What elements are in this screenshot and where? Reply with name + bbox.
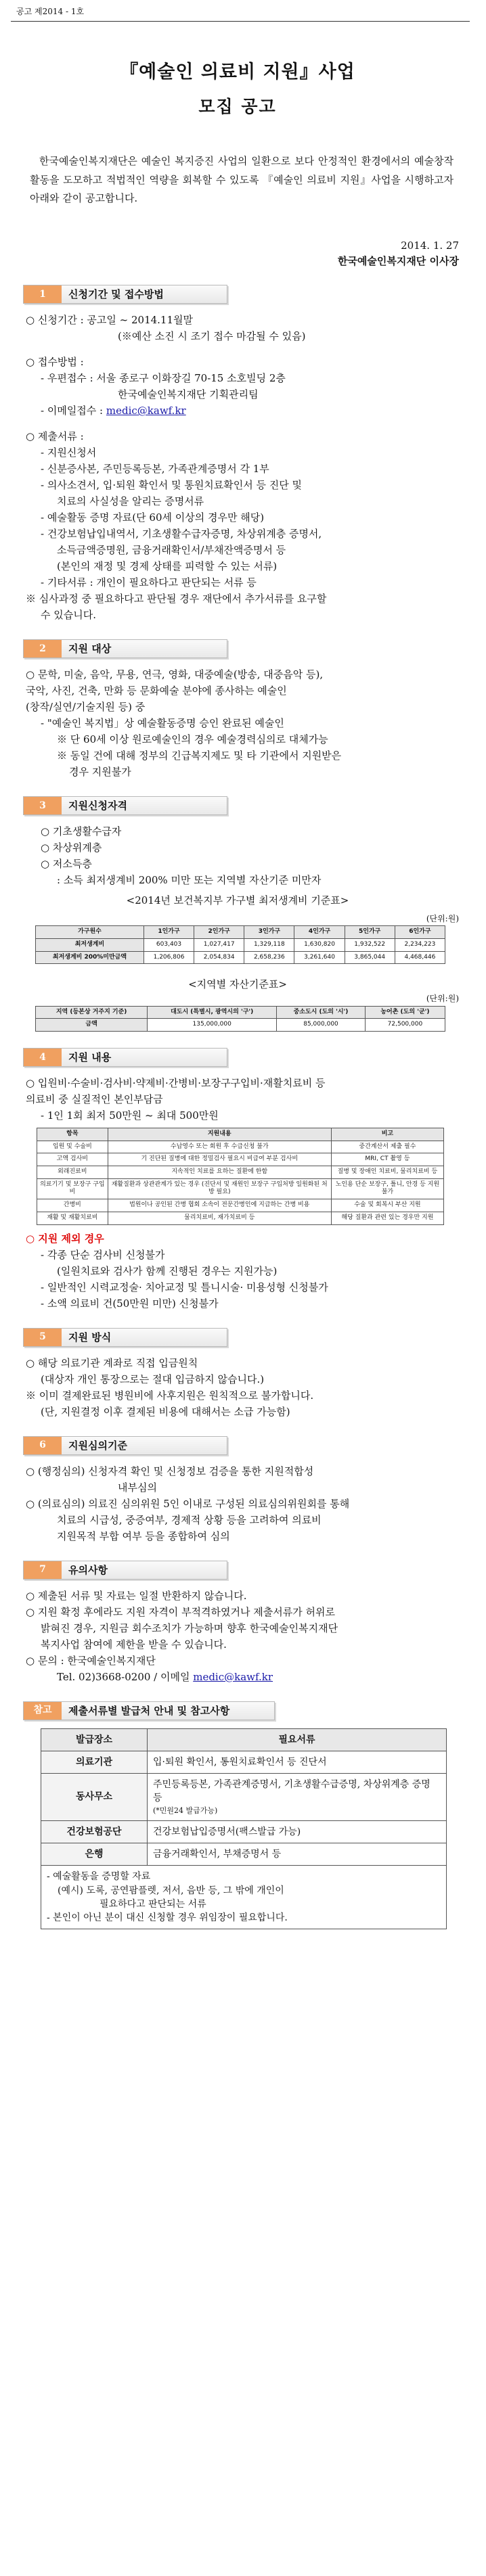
section-header-4: [23, 1048, 227, 1067]
organization-name: 한국예술인복지재단 이사장: [337, 254, 459, 267]
support-items-table: [37, 1128, 444, 1225]
doc-item: - 예술활동 증명 자료(단 60세 이상의 경우만 해당): [41, 511, 265, 524]
income-table-header: [36, 926, 445, 939]
support-item: 고액 검사비: [37, 1153, 108, 1166]
section-title: 신청기간 및 접수방법: [68, 288, 164, 301]
eligibility-note: ※ 동일 건에 대해 정부의 긴급복지제도 및 타 기관에서 지원받은: [57, 750, 342, 762]
section-title: 지원심의기준: [68, 1439, 127, 1452]
page-title: 『예술인 의료비 지원』사업: [120, 62, 355, 83]
doc-item: - 의사소견서, 입·퇴원 확인서 및 통원치료확인서 등 진단 및: [41, 479, 303, 492]
support-table-header: [37, 1128, 444, 1141]
issuer-name: 은행: [41, 1843, 148, 1865]
doc-note: ※ 심사과정 중 필요하다고 판단될 경우 재단에서 추가서류를 요구할: [26, 593, 327, 605]
support-item: 의료기기 및 보장구 구입비: [37, 1178, 108, 1199]
application-period: ○ 신청기간 : 공고일 ~ 2014.11월말: [26, 314, 193, 327]
email-label: - 이메일접수 :: [41, 405, 106, 417]
section-header-7: [23, 1561, 227, 1580]
section-number: 6: [24, 1437, 62, 1454]
income-cell: 1,630,820: [294, 939, 345, 952]
income-cell: 1,027,417: [194, 939, 244, 952]
income-table-unit: (단위:원): [426, 914, 459, 924]
section-title: 제출서류별 발급처 안내 및 참고사항: [68, 1704, 230, 1717]
income-cell: 1,206,806: [143, 951, 194, 964]
issuer-documents: 입·퇴원 확인서, 통원치료확인서 등 진단서: [148, 1751, 447, 1773]
issuer-name: 건강보험공단: [41, 1820, 148, 1843]
asset-header-cell: 중소도시 (도의 '시'): [277, 1006, 366, 1019]
eligibility-line: (창작/실연/기술지원 등) 중: [26, 701, 146, 714]
support-remark: 중간계산서 제출 필수: [331, 1141, 443, 1153]
support-header-cell: 지원내용: [108, 1128, 331, 1141]
income-header-cell: 가구원수: [36, 926, 144, 939]
issuer-documents: 건강보험납입증명서(팩스발급 가능): [148, 1820, 447, 1843]
support-detail: 물리치료비, 재가치료비 등: [108, 1212, 331, 1224]
payment-note-cont: (단, 지원결정 이후 결제된 비용에 대해서는 소급 가능함): [41, 1405, 290, 1418]
income-table-body: [36, 939, 445, 964]
support-remark: 질병 및 장애인 치료비, 물리치료비 등: [331, 1166, 443, 1179]
support-detail: 기 진단된 질병에 대한 정밀검사 필요시 비급여 부분 검사비: [108, 1153, 331, 1166]
section-title: 유의사항: [68, 1563, 108, 1576]
review-line-cont: 내부심의: [118, 1481, 157, 1494]
income-header-cell: 3인가구: [244, 926, 294, 939]
email-link[interactable]: medic@kawf.kr: [106, 405, 186, 417]
period-note: (※예산 소진 시 조기 접수 마감될 수 있음): [118, 330, 306, 343]
note-line: 필요하다고 판단되는 서류: [100, 1898, 206, 1910]
contact-email-link[interactable]: medic@kawf.kr: [193, 1670, 273, 1683]
support-detail: 수납영수 또는 회원 후 수급신청 불가: [108, 1141, 331, 1153]
review-line: ○ (행정심의) 신청자격 확인 및 신청정보 검증을 통한 지원적합성: [26, 1465, 314, 1477]
issuer-note: (*민원24 발급가능): [153, 1806, 218, 1815]
income-cell: 3,865,044: [345, 951, 395, 964]
section-header-6: [23, 1436, 227, 1455]
doc-item-cont: (본인의 재정 및 경제 상태를 피력할 수 있는 서류): [57, 560, 278, 573]
notice-date: 2014. 1. 27: [401, 239, 459, 252]
note-line: (예시) 도록, 공연팜플렛, 저서, 음반 등, 그 밖에 개인이: [58, 1885, 284, 1896]
support-item: 간병비: [37, 1199, 108, 1212]
income-cell: 2,658,236: [244, 951, 294, 964]
issuer-notes: [41, 1866, 447, 1929]
section-header-5: [23, 1328, 227, 1347]
support-line: 의료비 중 실질적인 본인부담금: [26, 1093, 163, 1106]
asset-table-unit: (단위:원): [426, 994, 459, 1004]
doc-item: - 기타서류 : 개인이 필요하다고 판단되는 서류 등: [41, 576, 257, 589]
review-line-cont: 치료의 시급성, 중증여부, 경제적 상황 등을 고려하여 의료비: [57, 1513, 322, 1526]
issuer-row: [41, 1774, 447, 1821]
tel-label: Tel. 02)3668-0200 / 이메일: [57, 1670, 194, 1683]
page-subtitle: 모집 공고: [198, 96, 277, 116]
support-remark: MRI, CT 촬영 등: [331, 1153, 443, 1166]
income-table-row: [36, 951, 445, 964]
support-remark: 수술 및 회복시 부산 지원: [331, 1199, 443, 1212]
support-table-row: [37, 1199, 444, 1212]
section-number: 4: [24, 1049, 62, 1066]
doc-item-cont: 소득금액증명원, 금융거래확인서/부채잔액증명서 등: [57, 544, 286, 557]
income-cell: 4,468,446: [395, 951, 445, 964]
income-header-cell: 6인가구: [395, 926, 445, 939]
postal-recipient: 한국예술인복지재단 기획관리팀: [118, 388, 259, 401]
eligibility-line: - "예술인 복지법」상 예술활동증명 승인 완료된 예술인: [41, 717, 284, 730]
notice-line-cont: 복지사업 참여에 제한을 받을 수 있습니다.: [41, 1638, 227, 1651]
exclusion-item-cont: (일원치료와 검사가 함께 진행된 경우는 지원가능): [57, 1264, 278, 1277]
section-header-2: [23, 639, 227, 658]
eligibility-note-cont: 경우 지원불가: [69, 766, 131, 779]
note-line: - 예술활동을 증명할 자료: [47, 1871, 151, 1883]
section-3-body: [16, 823, 459, 1032]
doc-item: - 신분증사본, 주민등록등본, 가족관계증명서 각 1부: [41, 463, 269, 476]
support-line: ○ 입원비·수술비·검사비·약제비·간병비·보장구구입비·재활치료비 등: [26, 1077, 326, 1090]
issuer-table: [41, 1728, 447, 1930]
income-table-row: [36, 939, 445, 952]
section-title: 지원 대상: [68, 643, 112, 656]
support-table-row: [37, 1212, 444, 1224]
section-number: 참고: [24, 1702, 62, 1720]
support-item: 재활 및 재활치료비: [37, 1212, 108, 1224]
issuer-name: 의료기관: [41, 1751, 148, 1773]
notice-number: 공고 제2014 - 1호: [16, 7, 85, 16]
income-cell: 2,234,223: [395, 939, 445, 952]
section-title: 지원 방식: [68, 1331, 112, 1343]
exclusion-title: ○ 지원 제외 경우: [26, 1232, 104, 1245]
support-amount: - 1인 1회 최저 50만원 ~ 최대 500만원: [41, 1109, 219, 1122]
income-table: [35, 925, 445, 964]
notice-line: ○ 제출된 서류 및 자료는 일절 반환하지 않습니다.: [26, 1589, 247, 1602]
support-item: 외래진료비: [37, 1166, 108, 1179]
qualification-item: ○ 차상위계층: [41, 842, 102, 854]
issuer-table-header: [41, 1728, 447, 1751]
income-header-cell: 5인가구: [345, 926, 395, 939]
issuer-row: [41, 1843, 447, 1865]
asset-cell: 금액: [36, 1019, 148, 1032]
qualification-detail: : 소득 최저생계비 200% 미만 또는 지역별 자산기준 미만자: [57, 874, 322, 887]
asset-header-cell: 농어촌 (도의 '군'): [365, 1006, 445, 1019]
header-divider: [11, 21, 470, 22]
doc-item: - 건강보험납입내역서, 기초생활수급자증명, 차상위계층 증명서,: [41, 528, 322, 540]
section-header-3: [23, 796, 227, 815]
support-table-row: [37, 1178, 444, 1199]
reference-body: [16, 1728, 459, 1930]
support-table-body: [37, 1141, 444, 1224]
income-cell: 2,054,834: [194, 951, 244, 964]
section-number: 1: [24, 285, 62, 303]
support-table-row: [37, 1141, 444, 1153]
notice-line-cont: 밝혀진 경우, 지원금 회수조치가 가능하며 향후 한국예술인복지재단: [41, 1622, 338, 1634]
note-line: - 본인이 아닌 분이 대신 신청할 경우 위임장이 필요합니다.: [47, 1912, 288, 1924]
section-4-body: [16, 1075, 459, 1312]
exclusion-item: - 소액 의료비 건(50만원 미만) 신청불가: [41, 1297, 219, 1310]
section-7-body: [16, 1588, 459, 1685]
support-header-cell: 항목: [37, 1128, 108, 1141]
notice-line: ○ 지원 확정 후에라도 지원 자격이 부적격하였거나 제출서류가 허위로: [26, 1605, 335, 1618]
section-header-1: [23, 285, 227, 304]
eligibility-note: ※ 단 60세 이상 원로예술인의 경우 예술경력심의로 대체가능: [57, 733, 328, 746]
payment-note: ※ 이미 결제완료된 병원비에 사후지원은 원칙적으로 불가합니다.: [26, 1389, 314, 1402]
section-number: 2: [24, 640, 62, 658]
exclusion-item: - 각종 단순 검사비 신청불가: [41, 1248, 165, 1261]
contact-detail: [16, 1669, 459, 1685]
header-issuer: 발급장소: [41, 1728, 148, 1751]
email-submission: [16, 402, 459, 419]
income-table-caption: <2014년 보건복지부 가구별 최저생계비 기준표>: [126, 894, 349, 907]
support-detail: 법원이나 공인된 간병 협회 소속이 전문간병인에 지급하는 간병 비용: [108, 1199, 331, 1212]
support-detail: 재활질환과 상관관계가 있는 경우 (진단서 및 재원인 보장구 구입처방 일원화된 처방 필요): [108, 1178, 331, 1199]
exclusion-item: - 일반적인 시력교정술· 치아교정 및 틀니시술· 미용성형 신청불가: [41, 1281, 328, 1293]
income-header-cell: 4인가구: [294, 926, 345, 939]
section-number: 5: [24, 1329, 62, 1346]
required-docs-label: ○ 제출서류 :: [26, 430, 84, 443]
income-header-cell: 1인가구: [143, 926, 194, 939]
qualification-item: ○ 저소득층: [41, 858, 92, 871]
header-documents: 필요서류: [148, 1728, 447, 1751]
income-header-cell: 2인가구: [194, 926, 244, 939]
support-table-row: [37, 1153, 444, 1166]
asset-table: [35, 1006, 445, 1032]
intro-paragraph: 한국예술인복지재단은 예술인 복지증진 사업의 일환으로 보다 안정적인 환경에서의 예술창작활동을 도모하고 적법적인 역량을 회복할 수 있도록 『예술인 의료비 지원』사업을 시행하고자 아래와 같이 공고합니다.: [30, 154, 454, 205]
asset-cell: 135,000,000: [148, 1019, 277, 1032]
income-cell: 최저생계비 200%미만금액: [36, 951, 144, 964]
asset-cell: 72,500,000: [365, 1019, 445, 1032]
asset-header-cell: 대도시 (특별시, 광역시의 '구'): [148, 1006, 277, 1019]
support-detail: 지속적인 치료를 요하는 질환에 한함: [108, 1166, 331, 1179]
section-title: 지원 내용: [68, 1051, 112, 1064]
asset-table-row: [36, 1019, 445, 1032]
asset-header-cell: 지역 (등본상 거주지 기준): [36, 1006, 148, 1019]
income-cell: 603,403: [143, 939, 194, 952]
section-number: 7: [24, 1561, 62, 1579]
section-number: 3: [24, 797, 62, 814]
issuer-table-body: [41, 1751, 447, 1865]
income-cell: 최저생계비: [36, 939, 144, 952]
qualification-item: ○ 기초생활수급자: [41, 825, 122, 838]
section-2-body: [16, 666, 459, 780]
section-5-body: [16, 1355, 459, 1420]
issuer-documents: 금융거래확인서, 부채증명서 등: [148, 1843, 447, 1865]
support-header-cell: 비고: [331, 1128, 443, 1141]
income-cell: 1,329,118: [244, 939, 294, 952]
submit-method-label: ○ 접수방법 :: [26, 356, 84, 369]
eligibility-line: ○ 문학, 미술, 음악, 무용, 연극, 영화, 대중예술(방송, 대중음악 등),: [26, 668, 324, 681]
support-remark: 해당 질환과 관련 있는 경우만 지원: [331, 1212, 443, 1224]
section-6-body: [16, 1463, 459, 1544]
asset-cell: 85,000,000: [277, 1019, 366, 1032]
payment-line: (대상자 개인 통장으로는 절대 입금하지 않습니다.): [41, 1373, 265, 1385]
contact-line: ○ 문의 : 한국예술인복지재단: [26, 1654, 156, 1667]
review-line-cont: 지원목적 부합 여부 등을 종합하여 심의: [57, 1530, 230, 1542]
issuer-row: [41, 1820, 447, 1843]
review-line: ○ (의료심의) 의료진 심의위원 5인 이내로 구성된 의료심의위원회를 통해: [26, 1497, 350, 1510]
asset-table-caption: <지역별 자산기준표>: [188, 978, 287, 991]
section-title: 지원신청자격: [68, 800, 127, 812]
issuer-documents: 주민등록등본, 가족관계증명서, 기초생활수급증명, 차상위계층 증명 등 (*민원24 발급가능): [148, 1774, 447, 1821]
doc-note-cont: 수 있습니다.: [41, 609, 96, 622]
income-cell: 3,261,640: [294, 951, 345, 964]
issuer-row: [41, 1751, 447, 1773]
support-item: 입원 및 수술비: [37, 1141, 108, 1153]
issuer-notes-row: [41, 1866, 447, 1929]
issuer-name: 동사무소: [41, 1774, 148, 1821]
support-remark: 노인용 단순 보장구, 틀니, 안경 등 지원불가: [331, 1178, 443, 1199]
payment-line: ○ 해당 의료기관 계좌로 직접 입금원칙: [26, 1356, 198, 1369]
section-header-reference: [23, 1701, 275, 1720]
asset-table-header: [36, 1006, 445, 1019]
section-1-body: [16, 312, 459, 623]
support-table-row: [37, 1166, 444, 1179]
doc-item-cont: 치료의 사실성을 알리는 증명서류: [57, 495, 204, 508]
postal-submission: - 우편접수 : 서울 종로구 이화장길 70-15 소호빌딩 2층: [41, 372, 286, 385]
eligibility-line: 국악, 사진, 건축, 만화 등 문화예술 분야에 종사하는 예술인: [26, 685, 287, 697]
income-cell: 1,932,522: [345, 939, 395, 952]
doc-item: - 지원신청서: [41, 446, 97, 459]
